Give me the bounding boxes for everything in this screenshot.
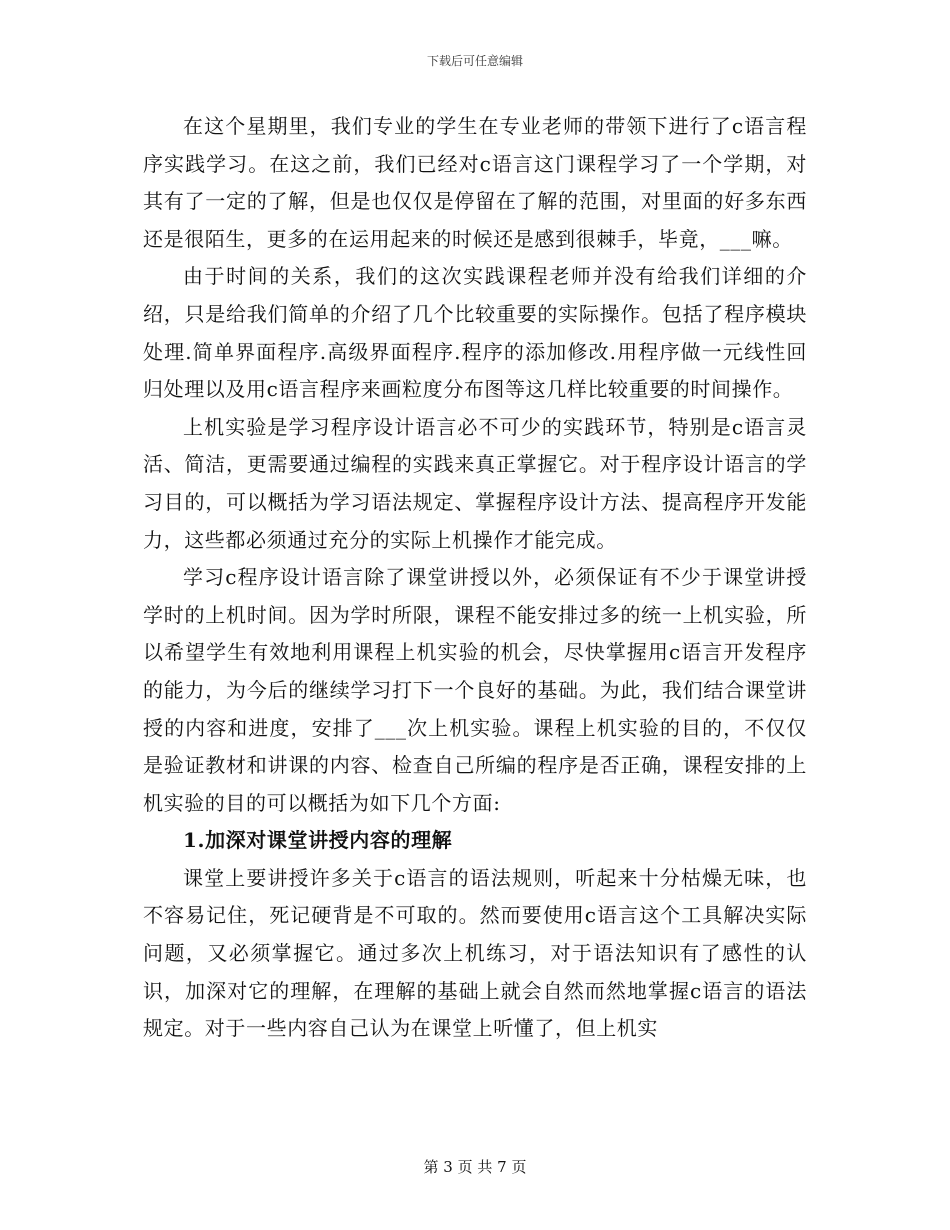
paragraph-section-1: 课堂上要讲授许多关于c语言的语法规则，听起来十分枯燥无味，也不容易记住，死记硬背是不可取的。然而要使用c语言这个工具解决实际问题，又必须掌握它。通过多次上机练习，对于语法知识有了感性的认识，加深对它的理解，在理解的基础上就会自然而然地掌握c语言的语法规定。对于一些内容自己认为在课堂上听懂了，但上机实 bbox=[143, 865, 807, 1041]
paragraph-lab-purpose: 学习c程序设计语言除了课堂讲授以外，必须保证有不少于课堂讲授学时的上机时间。因为学时所限，课程不能安排过多的统一上机实验，所以希望学生有效地利用课程上机实验的机会，尽快掌握用c语言开发程序的能力，为今后的继续学习打下一个良好的基础。为此，我们结合课堂讲授的内容和进度，安排了___次上机实验。课程上机实验的目的，不仅仅是验证教材和讲课的内容、检查自己所编的程序是否正确，课程安排的上机实验的目的可以概括为如下几个方面: bbox=[143, 565, 807, 815]
paragraph-lab-importance: 上机实验是学习程序设计语言必不可少的实践环节，特别是c语言灵活、简洁，更需要通过编程的实践来真正掌握它。对于程序设计语言的学习目的，可以概括为学习语法规定、掌握程序设计方法、提高程序开发能力，这些都必须通过充分的实际上机操作才能完成。 bbox=[143, 414, 807, 552]
paragraph-time: 由于时间的关系，我们的这次实践课程老师并没有给我们详细的介绍，只是给我们简单的介绍了几个比较重要的实际操作。包括了程序模块处理.简单界面程序.高级界面程序.程序的添加修改.用程序做一元线性回归处理以及用c语言程序来画粒度分布图等这几样比较重要的时间操作。 bbox=[143, 264, 807, 402]
document-body bbox=[143, 108, 807, 1048]
section-heading: 1.加深对课堂讲授内容的理解 bbox=[183, 828, 453, 853]
page-number: 第 3 页 共 7 页 bbox=[423, 1158, 527, 1176]
paragraph-intro: 在这个星期里，我们专业的学生在专业老师的带领下进行了c语言程序实践学习。在这之前，我们已经对c语言这门课程学习了一个学期，对其有了一定的了解，但是也仅仅是停留在了解的范围，对里面的好多东西还是很陌生，更多的在运用起来的时候还是感到很棘手，毕竟，___嘛。 bbox=[143, 114, 807, 251]
page-header: 下载后可任意编辑 bbox=[426, 54, 523, 68]
